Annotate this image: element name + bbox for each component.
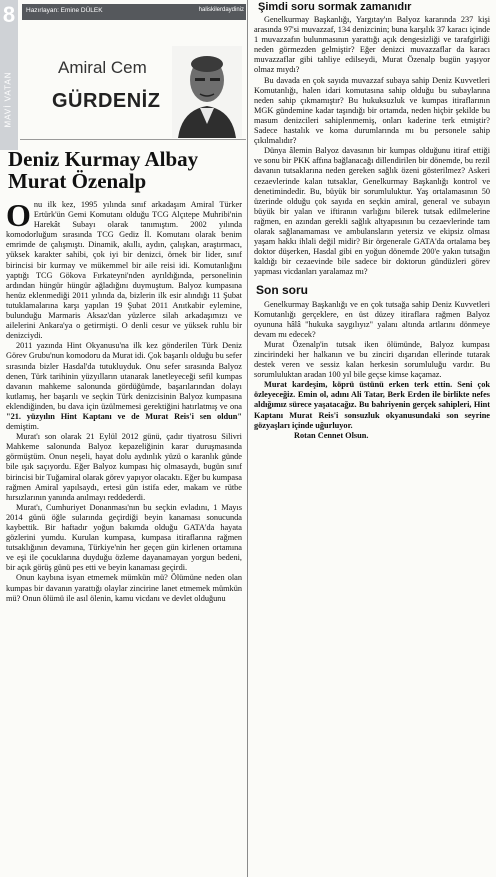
subheading: Şimdi soru sormak zamanıdır <box>258 1 412 13</box>
article-body-right <box>254 15 490 441</box>
paragraph: Murat'ı son olarak 21 Eylül 2012 günü, çadır tiyatrosu Silivri Mahkeme salonunda Balyoz kepazeliğinin karar duruşmasında görmüştüm. Onun neşeli, hayat dolu aydınlık yüzü o karanlık günde bile ışık saçıyordu. Eğer Balyoz kumpası hiç olmasaydı, bugün sınıf birincisi bir Tuğamiral olarak görev yapıyor olacaktı. Eğer bu kumpasa rağmen Amiral yapılsaydı, ertesi gün istifa eder, makam ve rütbe hırsızlarının yanında anılmayı reddederdi. <box>6 432 242 502</box>
author-divider <box>20 139 246 140</box>
article-headline: Deniz Kurmay Albay Murat Özenalp <box>8 147 199 193</box>
quote-bold: "21. yüzyılın Hint Kaptanı ve de Murat Reis'i sen oldun" <box>6 411 242 421</box>
signature-line: Rotan Cennet Olsun. <box>294 430 369 440</box>
author-first-name: Amiral Cem <box>58 58 147 77</box>
paragraph <box>6 341 242 432</box>
left-column <box>0 0 246 877</box>
paragraph: Bu davada en çok sayıda muvazzaf subaya sahip Deniz Kuvvetleri Komutanlığı, halen idari komutasına sahip olduğu bu subaylarına neden sahip çıkmamıştır? Bu hukuksuzluk ve kumpas itiraflarının MGK gündemine kadar taşındığı bir ortamda, neden hiçbir şekilde bu masum denizcileri sahiplenmemiş, onları kaderine terk etmiştir? Sadece hastalık ve koma durumlarında mı bu personele sahip çıkılmalıdır? <box>254 75 490 146</box>
column-divider <box>247 0 248 877</box>
drop-cap: O <box>6 197 31 233</box>
section-tab <box>0 0 18 150</box>
paragraph-text: 2011 yazında Hint Okyanusu'na ilk kez gönderilen Türk Deniz Görev Grubu'nun komodoru da Murat idi. Çok başarılı olduğu bu sefer sırasında bizler Hasdal'da tutukluyduk. Onu sefer sırasında Balyoz denen, Türk tarihinin yüzyılların utanarak lanetleyeceği sefil kumpas davanın mahkeme salonunda gördüğümde, başarılarından dolayı kutlamış, her başarılı ve seçkin Türk denizcisinin Balyoz kumpasına eklendiğinden, bu dava için üzülmemesi gerektiğini hatırlatmış ve ona <box>6 341 242 411</box>
paragraph: Onun kaybına isyan etmemek mümkün mü? Ölümüne neden olan kumpas bir davanın yarattığı olaylar zincirine lanet etmemek mümkün mü? Onun ölümü ile asıl ölenin, kamu vicdanı ve devlet olduğunu <box>6 573 242 603</box>
paragraph <box>6 197 242 341</box>
paragraph-text: demiştim. <box>6 422 39 432</box>
right-column <box>250 0 492 877</box>
page-number: 8 <box>2 2 16 27</box>
paragraph: Murat'ı, Cumhuriyet Donanması'nın bu seçkin evladını, 1 Mayıs 2014 günü öğle sularında geçirdiği beyin kanaması sonucunda kaybettik. Bir haftadır yoğun bakımda olduğu GATA'da hayata gözlerini yumdu. Kurulan kumpasa, kumpasa itiraflarına rağmen tutsaklığının devamına, Türkiye'nin her geçen gün kirlenen ortamına ve eşi ile çocuklarına duyduğu özleme dayanamayan yorgun bedeni, bir açık görüş günü pes etti ve beyin kanaması geçirdi. <box>6 502 242 573</box>
author-last-name: GÜRDENİZ <box>52 90 161 112</box>
closing-paragraph: Murat kardeşim, köprü üstünü erken terk ettin. Seni çok özleyeceğiz. Emin ol, adını Ali Tatar, Berk Erden ile birlikte nefes aldığımız sürece yaşatacağız. Bu bahriyenin gerçek sahipleri, Hint Kaptanı Murat Reis'i sonsuzluk okyanusundaki son seyrine gözyaşları içinde uğurluyor. <box>254 380 490 430</box>
paragraph: Dünya âlemin Balyoz davasının bir kumpas olduğunu itiraf ettiği ve sonu bir PKK affına bağlanacağı dillendirilen bir dönemde, bu rezil davanın tutsaklarına neden gereken sağlık özeni gösterilmez? Askeri cezaevlerinde kalan tutsaklar, Genelkurmay Başkanlığı kontrol ve denetimindedir. Bu, büyük bir sorumluluktur. Yaş ortalamasının 50 üzerinde olduğu çok sayıda en seçkin amiral, general ve subayın büyük bir yalan ve iftiranın varlığını bilerek tutsak edilmelerine rağmen, en azından gerekli sağlık altyapısının bu cezaevlerinde tam olarak sağlanamaması ve ambulansların yetersiz ve ekipsiz olması yaşam hakkı ihlali değil midir? Bir örgenerale GATA'da ortalama beş doktor düşerken, Hasdal gibi en yoğun dönemde 200'e yakın tutsağın kaldığı bir cezaevinde bile sadece bir doktorun gündüzleri görev yapması vicdanları yaralamaz mı? <box>254 146 490 277</box>
website-label: haliskilerdaydiniz <box>198 7 244 13</box>
editor-label: Hazırlayan: Emine DÜLEK <box>26 7 103 14</box>
author-photo <box>172 46 242 138</box>
paragraph-text: nu ilk kez, 1995 yılında sınıf arkadaşım Amiral Türker Ertürk'ün Gemi Komutanı olduğu TCG Alçıtepe Muhribi'nin Harekât Subayı olarak tanımıştım. 2002 yılında komodorluğum sırasında TCG Gediz İl. Komutanı olarak benim emrimde de çalışmıştı. Dinamik, akıllı, aydın, çalışkan, araştırmacı, yüksek karakter sahibi, çok iyi bir denizci, örnek bir lider, sınıf birincisi bir kurmay ve mükemmel bir aile reisi idi. Komutanlığını yaptığı TCG Gökova Fırkateyni'nden ayrıldığında, personelinin ardından hüngür hüngür ağladığını duymuştum. Balyoz kumpasına henüz eklenmediği 2011 yılında da, bizlerin ilk esir alındığı 11 Şubat tutuklamalarına karşı yapılan 19 Şubat 2011 Anıtkabir eylemine, bulunduğu Marmaris Aksaz'dan yüzlerce silah arkadaşımızı ve ailelerini Ankara'ya o getirmişti. O denli cesur ve yüksek ruhlu bir denizciydi. <box>6 200 242 341</box>
header-bar <box>22 4 246 20</box>
section-label: MAVİ VATAN <box>3 71 13 128</box>
paragraph: Genelkurmay Başkanlığı ve en çok tutsağa sahip Deniz Kuvvetleri Komutanlığı gerçeklere, en üst düzey itiraflara rağmen Balyoz oyununa hâlâ "hukuka saygılıyız" yalanı altında artlarını dönmeye devam mı edecek? <box>254 299 490 339</box>
article-body-left <box>6 197 242 604</box>
subheading: Son soru <box>256 283 309 298</box>
paragraph: Genelkurmay Başkanlığı, Yargıtay'ın Balyoz kararında 237 kişi arasında 97'si muvazzaf, 134 denizcinin; buna karşılık 37 karacı içinde 1 muvazzafın bulunmasının yarattığı açık dengesizliği ve tarafgirliği neden görmezden gelmiştir? Eğer denizci muvazzaflar da karacı muvazzaflar gibi tahliye edilseydi, Murat Özenalp bugün yaşıyor olmaz mıydı? <box>254 15 490 75</box>
paragraph: Murat Özenalp'in tutsak iken ölümünde, Balyoz kumpası zincirindeki her halkanın ve bu zinciri dışarıdan ellerinde tutarak destek veren ve sessiz kalan herkesin sorumluluğu vardır. Bu sorumluluktan aradan 100 yıl bile geçse kimse kaçamaz. <box>254 339 490 380</box>
